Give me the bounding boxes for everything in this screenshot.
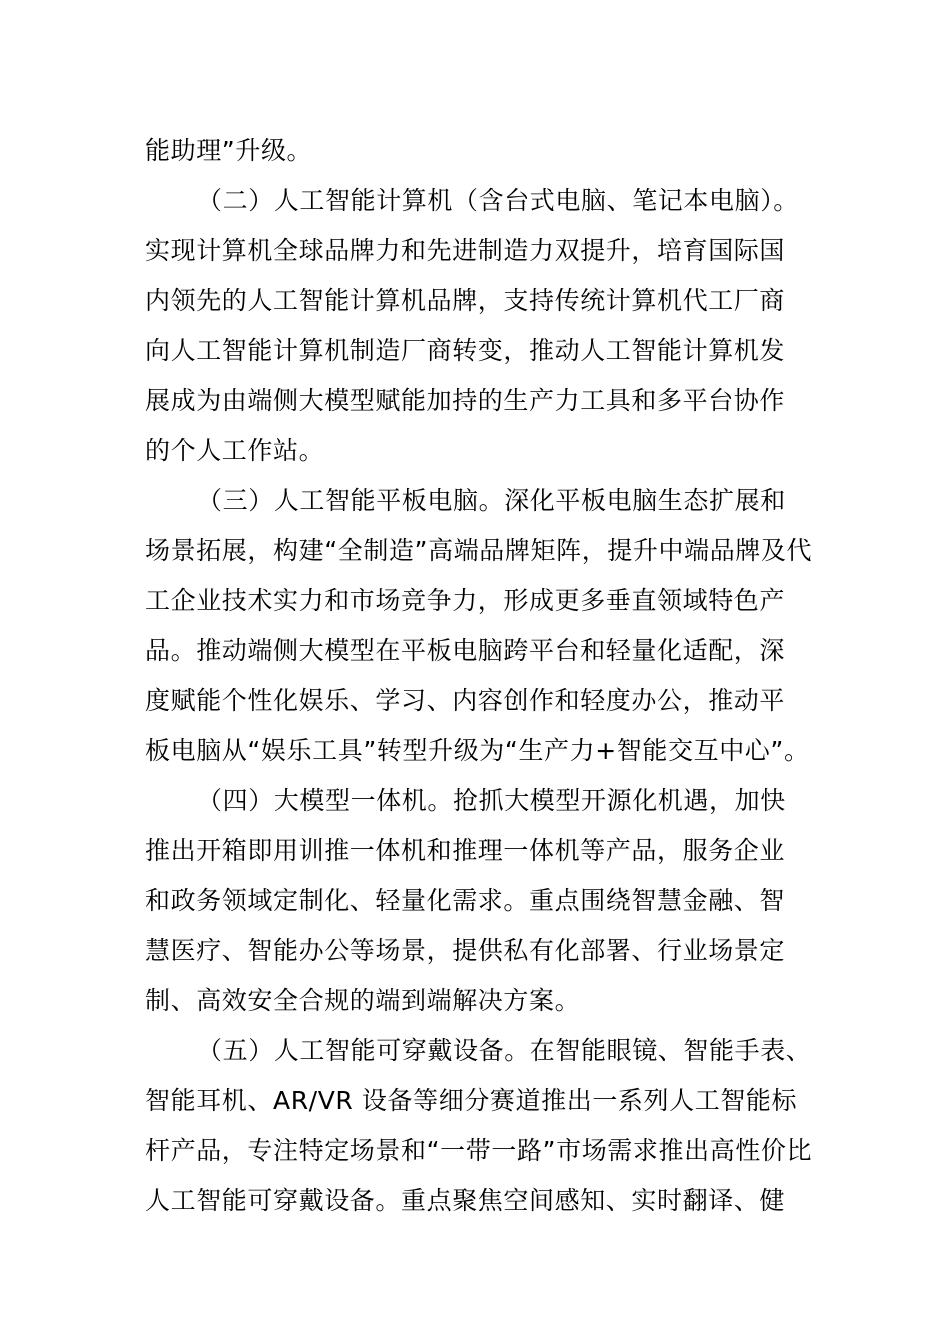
text-line: 制、高效安全合规的端到端解决方案。 [145, 986, 581, 1015]
text-line: 板电脑从“娱乐工具”转型升级为“生产力+智能交互中心”。 [145, 736, 810, 765]
text-line: 推出开箱即用训推一体机和推理一体机等产品，服务企业 [145, 836, 786, 865]
text-line: 展成为由端侧大模型赋能加持的生产力工具和多平台协作 [145, 386, 786, 415]
text-line: 场景拓展，构建“全制造”高端品牌矩阵，提升中端品牌及代 [145, 536, 813, 565]
text-line: 和政务领域定制化、轻量化需求。重点围绕智慧金融、智 [145, 886, 786, 915]
text-line: 智能耳机、AR/VR 设备等细分赛道推出一系列人工智能标 [145, 1086, 798, 1115]
section-heading-line: （五）人工智能可穿戴设备。在智能眼镜、智能手表、 [197, 1036, 812, 1065]
text-line: 的个人工作站。 [145, 436, 325, 465]
text-line: 度赋能个性化娱乐、学习、内容创作和轻度办公，推动平 [145, 686, 786, 715]
text-line: 能助理”升级。 [145, 136, 313, 165]
text-line: 实现计算机全球品牌力和先进制造力双提升，培育国际国 [145, 236, 786, 265]
text-line: 杆产品，专注特定场景和“一带一路”市场需求推出高性价比 [145, 1136, 813, 1165]
text-line: 慧医疗、智能办公等场景，提供私有化部署、行业场景定 [145, 936, 786, 965]
section-heading-line: （四）大模型一体机。抢抓大模型开源化机遇，加快 [197, 786, 786, 815]
text-line: 内领先的人工智能计算机品牌，支持传统计算机代工厂商 [145, 286, 786, 315]
section-heading-line: （三）人工智能平板电脑。深化平板电脑生态扩展和 [197, 486, 786, 515]
text-line: 人工智能可穿戴设备。重点聚焦空间感知、实时翻译、健 [145, 1186, 786, 1215]
text-line: 工企业技术实力和市场竞争力，形成更多垂直领域特色产 [145, 586, 786, 615]
document-body [145, 126, 825, 1226]
section-heading-line: （二）人工智能计算机（含台式电脑、笔记本电脑）。 [197, 186, 799, 215]
text-line: 品。推动端侧大模型在平板电脑跨平台和轻量化适配，深 [145, 636, 786, 665]
text-line: 向人工智能计算机制造厂商转变，推动人工智能计算机发 [145, 336, 786, 365]
